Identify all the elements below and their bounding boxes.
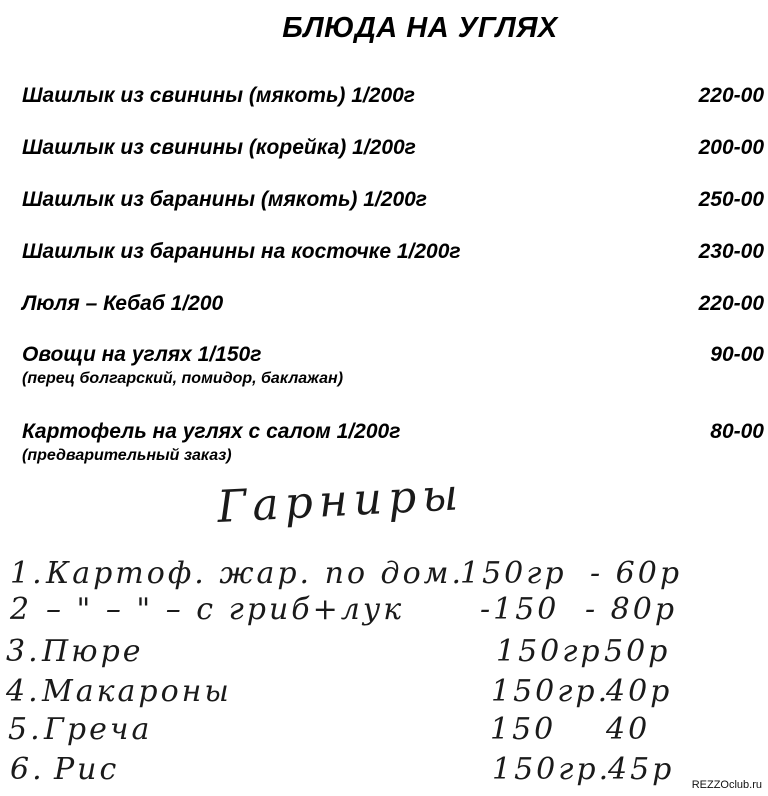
garnish-item-name: Макароны (42, 674, 232, 709)
garnish-item-price: 50р (604, 634, 671, 669)
garnish-item (6, 674, 746, 710)
garnish-item-weight: 150гр (496, 634, 603, 669)
menu-item-price: 200-00 (698, 136, 764, 159)
garnish-item (8, 712, 748, 748)
garnish-item-name: Пюре (42, 634, 144, 669)
garnish-item-name: – " – " – с гриб+лук (46, 592, 405, 627)
menu-item-price: 230-00 (698, 240, 764, 263)
garnish-item-price: - 60р (590, 556, 683, 591)
garnish-item-weight: 150гр. (492, 752, 612, 787)
garnish-item (10, 556, 750, 592)
garnish-item-weight: -150 (480, 592, 560, 627)
site-watermark: REZZOclub.ru (691, 779, 762, 791)
garnish-item-weight: 150гр. (491, 674, 611, 709)
garnish-item-number: 1. (10, 556, 45, 591)
garnish-item-number: 3. (6, 634, 41, 669)
garnish-item (10, 752, 750, 788)
menu-item-note: (перец болгарский, помидор, баклажан) (22, 370, 344, 387)
menu-item-name: Шашлык из баранины на косточке 1/200г (22, 240, 461, 263)
menu-item-name: Шашлык из баранины (мякоть) 1/200г (22, 188, 428, 211)
garnish-item-price: - 80р (585, 592, 678, 627)
garnish-item-price: 40р (606, 674, 673, 709)
menu-item-name: Овощи на углях 1/150г (22, 343, 262, 366)
garnish-item-name: Картоф. жар. по дом. (46, 556, 465, 591)
menu-item-name: Люля – Кебаб 1/200 (22, 292, 224, 315)
garnish-item-weight: 150 (490, 712, 557, 747)
menu-item-price: 220-00 (698, 292, 764, 315)
garnish-item-number: 5. (8, 712, 43, 747)
garnish-item-number: 2 (10, 592, 33, 627)
menu-item-name: Шашлык из свинины (мякоть) 1/200г (22, 84, 416, 107)
menu-item-name: Картофель на углях с салом 1/200г (22, 420, 401, 443)
menu-item-price: 220-00 (698, 84, 764, 107)
garnish-item-number: 6. (10, 752, 45, 787)
garnish-item-weight: 150гр (460, 556, 567, 591)
menu-item-note: (предварительный заказ) (22, 447, 232, 464)
garnish-item (6, 634, 746, 670)
menu-item-price: 250-00 (698, 188, 764, 211)
garnish-item-number: 4. (6, 674, 41, 709)
garnish-item-name: Греча (44, 712, 153, 747)
garnish-item (10, 592, 750, 628)
garnish-title: Гарниры (216, 469, 466, 533)
menu-item-name: Шашлык из свинины (корейка) 1/200г (22, 136, 416, 159)
menu-item-price: 80-00 (710, 420, 764, 443)
page-title: БЛЮДА НА УГЛЯХ (282, 12, 558, 44)
menu-item-price: 90-00 (710, 343, 764, 366)
garnish-item-price: 45р (608, 752, 675, 787)
garnish-item-name: Рис (54, 752, 120, 787)
garnish-item-price: 40 (606, 712, 651, 747)
